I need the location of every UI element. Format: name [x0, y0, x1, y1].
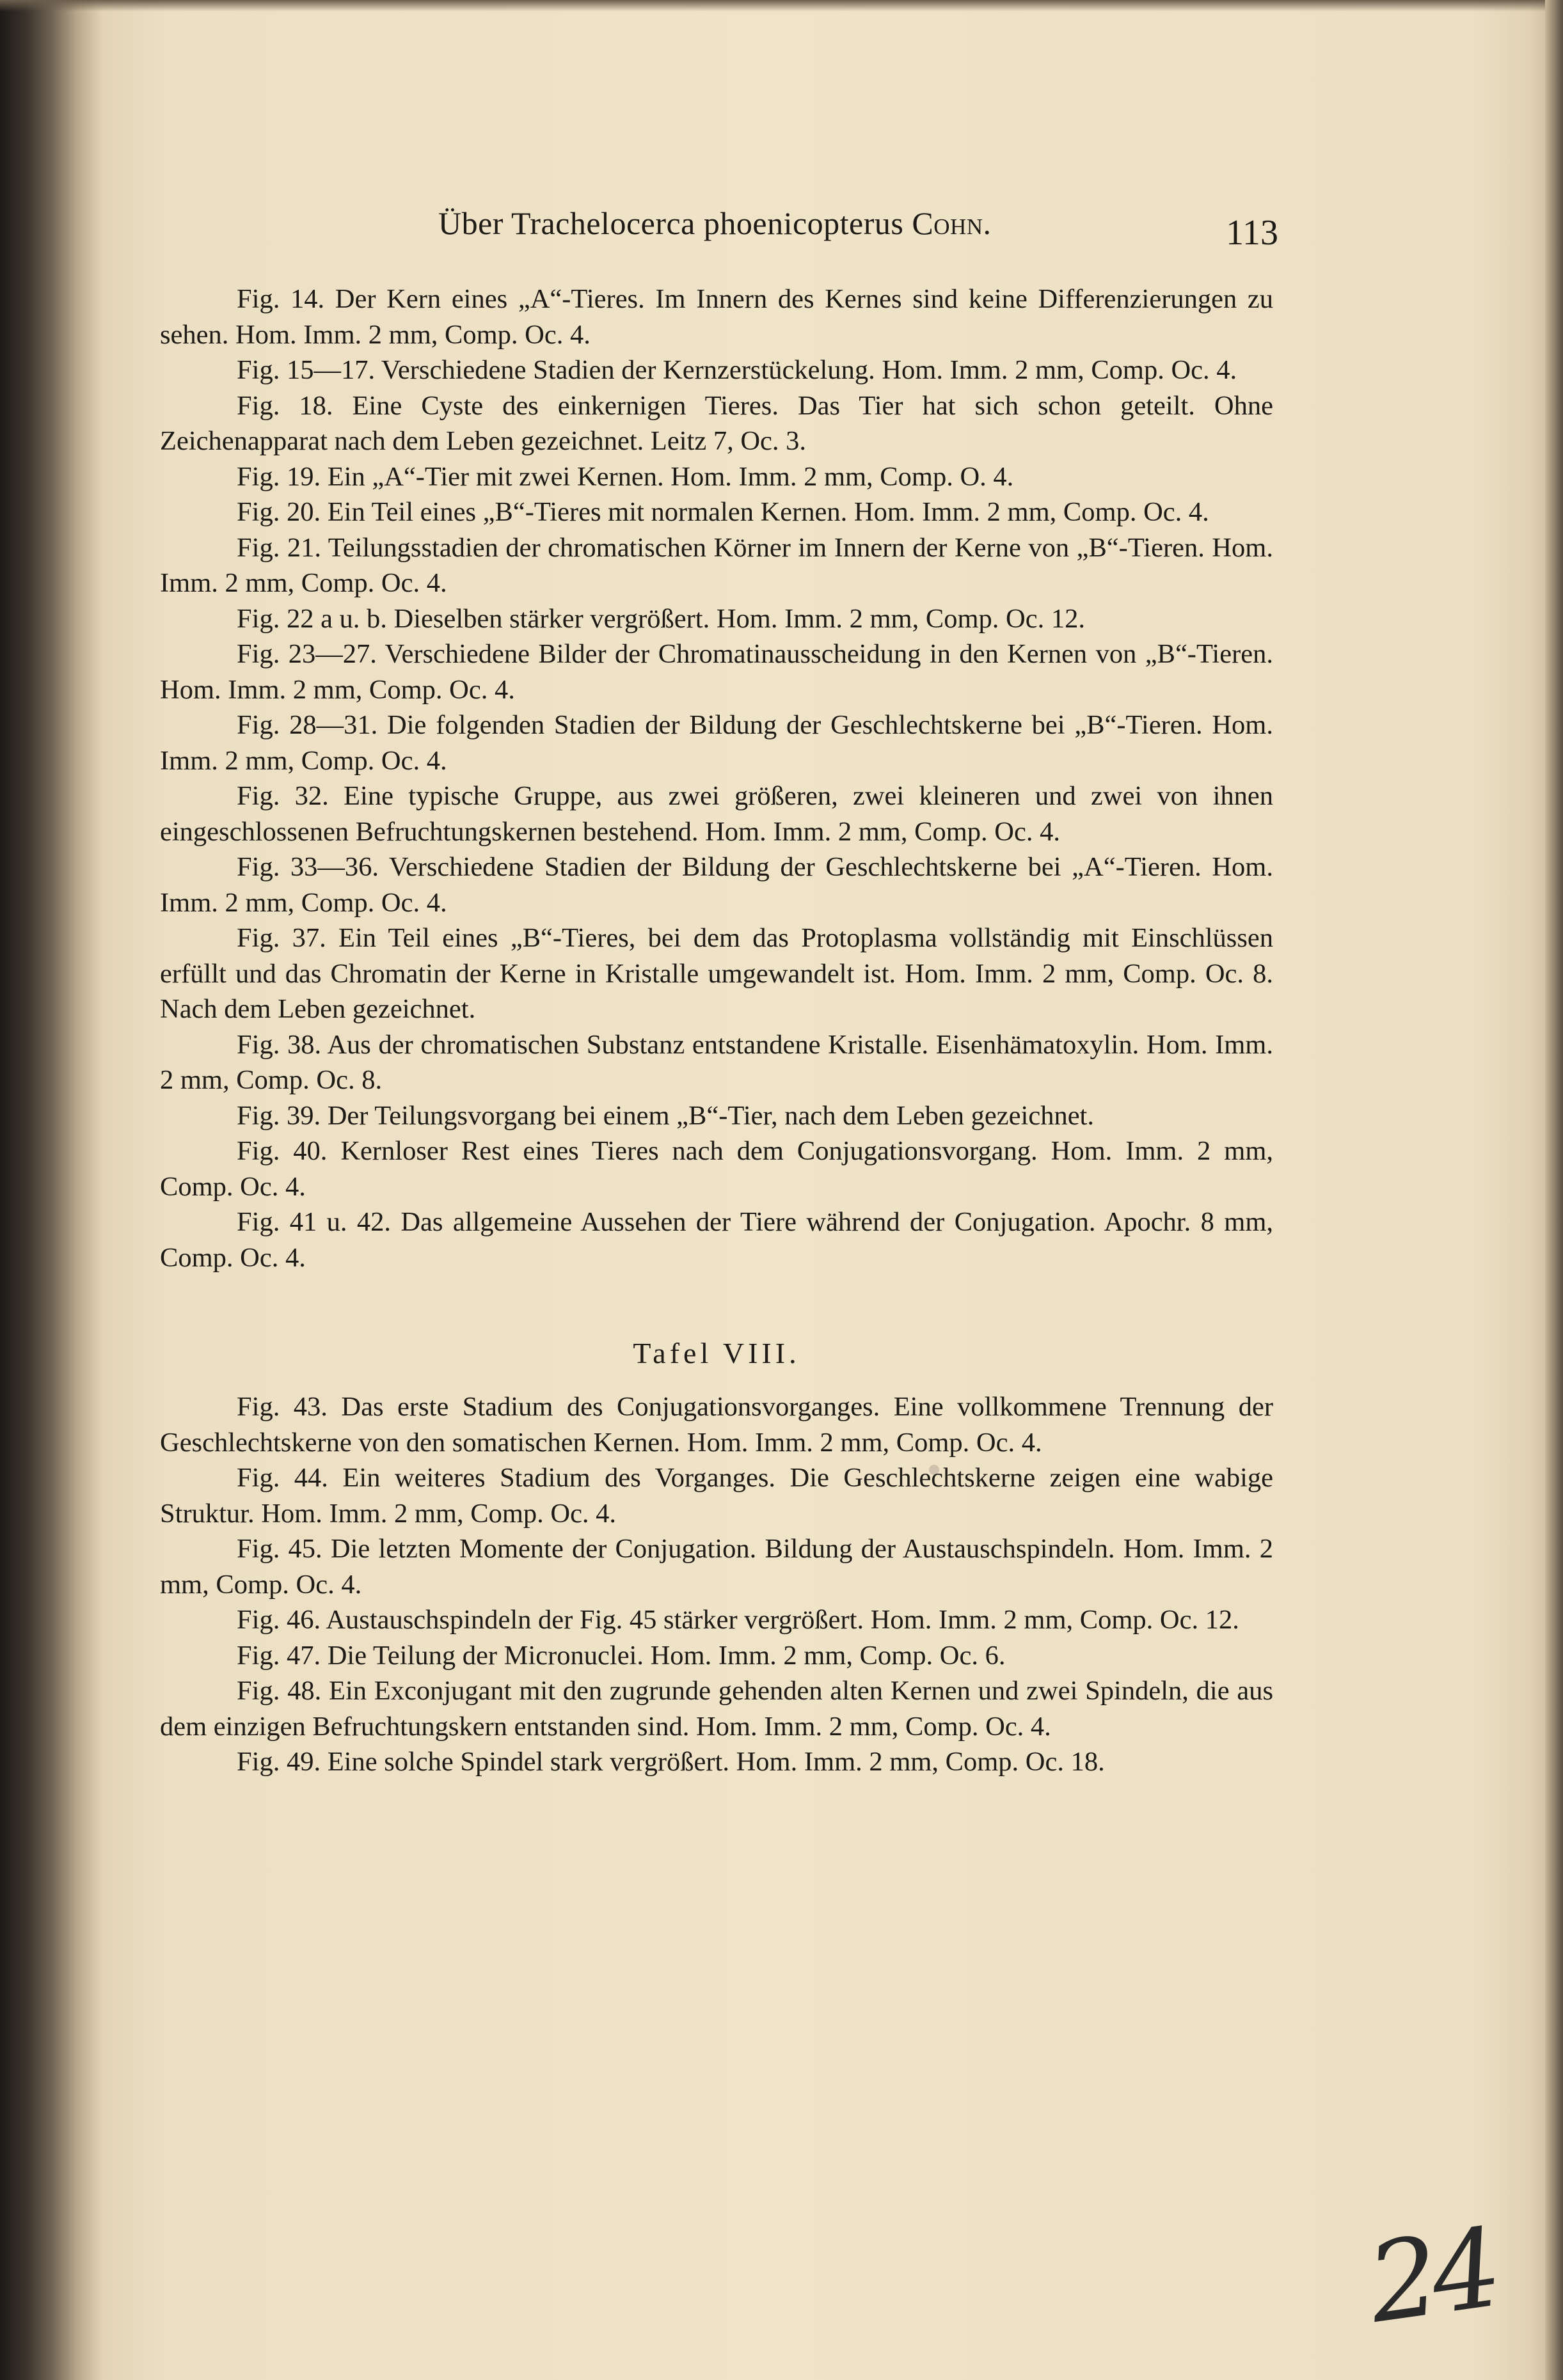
- figure-legend-entry: Fig. 14. Der Kern eines „A“-Tieres. Im Innern des Kernes sind keine Differenzierungen zu sehen. Hom. Imm. 2 mm, Comp. Oc. 4.: [160, 284, 1273, 350]
- page-content: [160, 192, 1278, 1780]
- figure-legend-entry: Fig. 21. Teilungsstadien der chromatischen Körner im Innern der Kerne von „B“-Tieren. Hom. Imm. 2 mm, Comp. Oc. 4.: [160, 532, 1273, 598]
- figure-legend-entry: Fig. 40. Kernloser Rest eines Tieres nach dem Conjugationsvorgang. Hom. Imm. 2 mm, Comp. Oc. 4.: [160, 1136, 1273, 1202]
- figure-legend-entry: Fig. 20. Ein Teil eines „B“-Tieres mit normalen Kernen. Hom. Imm. 2 mm, Comp. Oc. 4.: [237, 497, 1209, 527]
- figure-legend-entry: Fig. 45. Die letzten Momente der Conjugation. Bildung der Austauschspindeln. Hom. Imm. 2 mm, Comp. Oc. 4.: [160, 1534, 1273, 1600]
- figure-legend-entry: Fig. 15—17. Verschiedene Stadien der Kernzerstückelung. Hom. Imm. 2 mm, Comp. Oc. 4.: [237, 355, 1237, 385]
- page-number: 113: [1226, 213, 1278, 253]
- figure-legend-entry: Fig. 19. Ein „A“-Tier mit zwei Kernen. Hom. Imm. 2 mm, Comp. O. 4.: [237, 461, 1014, 492]
- figure-legend-entry: Fig. 18. Eine Cyste des einkernigen Tieres. Das Tier hat sich schon geteilt. Ohne Zeichenapparat nach dem Leben gezeichnet. Leitz 7, Oc. 3.: [160, 390, 1273, 456]
- figure-legend-entry: Fig. 48. Ein Exconjugant mit den zugrunde gehenden alten Kernen und zwei Spindeln, die aus dem einzigen Befruchtungskern entstanden sind. Hom. Imm. 2 mm, Comp. Oc. 4.: [160, 1676, 1273, 1742]
- figure-legend-entry: Fig. 47. Die Teilung der Micronuclei. Hom. Imm. 2 mm, Comp. Oc. 6.: [237, 1640, 1006, 1671]
- running-head-author: Cohn.: [912, 205, 992, 241]
- figure-legend-entry: Fig. 28—31. Die folgenden Stadien der Bildung der Geschlechtskerne bei „B“-Tieren. Hom. Imm. 2 mm, Comp. Oc. 4.: [160, 710, 1273, 776]
- figure-legend-list-plate-viii: [160, 1389, 1273, 1780]
- page-header: [160, 192, 1278, 256]
- figure-legend-entry: Fig. 46. Austauschspindeln der Fig. 45 stärker vergrößert. Hom. Imm. 2 mm, Comp. Oc. 12.: [237, 1605, 1239, 1635]
- running-head: [438, 205, 992, 242]
- figure-legend-entry: Fig. 44. Ein weiteres Stadium des Vorganges. Die Geschlechtskerne zeigen eine wabige Struktur. Hom. Imm. 2 mm, Comp. Oc. 4.: [160, 1463, 1273, 1529]
- page-right-edge: [1545, 0, 1563, 2380]
- figure-legend-entry: Fig. 33—36. Verschiedene Stadien der Bildung der Geschlechtskerne bei „A“-Tieren. Hom. Imm. 2 mm, Comp. Oc. 4.: [160, 852, 1273, 918]
- figure-legend-entry: Fig. 23—27. Verschiedene Bilder der Chromatinausscheidung in den Kernen von „B“-Tieren. Hom. Imm. 2 mm, Comp. Oc. 4.: [160, 639, 1273, 705]
- running-head-title: Über Trachelocerca phoenicopterus: [438, 205, 912, 241]
- figure-legend-entry: Fig. 37. Ein Teil eines „B“-Tieres, bei dem das Protoplasma vollständig mit Einschlüssen erfüllt und das Chromatin der Kerne in Kristalle umgewandelt ist. Hom. Imm. 2 mm, Comp. Oc. 8. Nach dem Leben gezeichnet.: [160, 923, 1273, 1024]
- figure-legend-entry: Fig. 43. Das erste Stadium des Conjugationsvorganges. Eine vollkommene Trennung der Geschlechtskerne von den somatischen Kernen. Hom. Imm. 2 mm, Comp. Oc. 4.: [160, 1392, 1273, 1458]
- figure-legend-entry: Fig. 49. Eine solche Spindel stark vergrößert. Hom. Imm. 2 mm, Comp. Oc. 18.: [237, 1747, 1105, 1777]
- handwritten-note: 24: [1361, 2205, 1503, 2348]
- figure-legend-entry: Fig. 39. Der Teilungsvorgang bei einem „B“-Tier, nach dem Leben gezeichnet.: [237, 1100, 1094, 1131]
- plate-heading: Tafel VIII.: [633, 1337, 800, 1369]
- figure-legend-entry: Fig. 32. Eine typische Gruppe, aus zwei größeren, zwei kleineren und zwei von ihnen eingeschlossenen Befruchtungskernen bestehend. Hom. Imm. 2 mm, Comp. Oc. 4.: [160, 781, 1273, 847]
- figure-legend-entry: Fig. 41 u. 42. Das allgemeine Aussehen der Tiere während der Conjugation. Apochr. 8 mm, Comp. Oc. 4.: [160, 1207, 1273, 1273]
- figure-legend-entry: Fig. 22 a u. b. Dieselben stärker vergrößert. Hom. Imm. 2 mm, Comp. Oc. 12.: [237, 603, 1085, 634]
- figure-legend-entry: Fig. 38. Aus der chromatischen Substanz entstandene Kristalle. Eisenhämatoxylin. Hom. Imm. 2 mm, Comp. Oc. 8.: [160, 1029, 1273, 1095]
- page-top-edge: [0, 0, 1563, 12]
- figure-legend-list-plate-vii: [160, 281, 1273, 1275]
